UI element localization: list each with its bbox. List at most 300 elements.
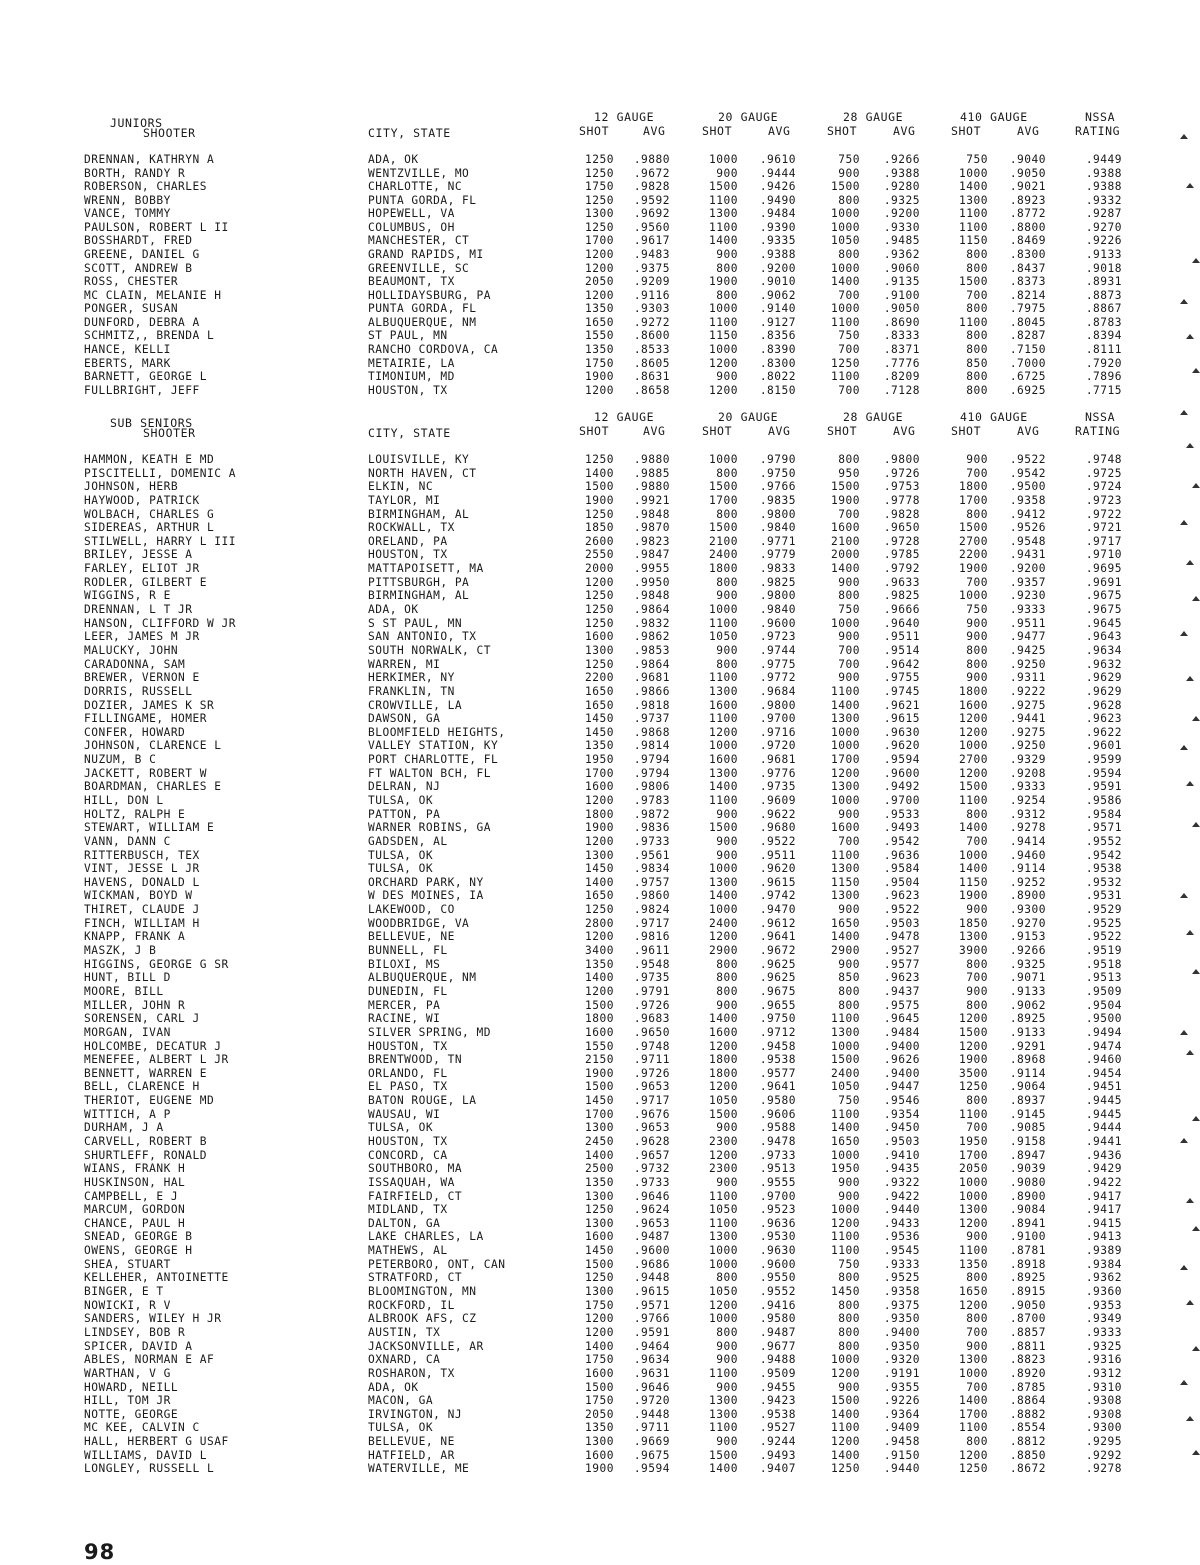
nssa-rating: .9691 <box>1085 575 1122 589</box>
shot-410-gauge: 1900 <box>959 1053 988 1067</box>
shot-28-gauge: 900 <box>838 1189 860 1203</box>
city-state: ROSHARON, TX <box>368 1366 455 1380</box>
avg-12-gauge: .9303 <box>633 302 670 316</box>
shot-28-gauge: 1700 <box>831 753 860 767</box>
shot-410-gauge: 800 <box>966 302 988 316</box>
avg-28-gauge: .9640 <box>883 616 920 630</box>
avg-20-gauge: .9426 <box>759 180 796 194</box>
shot-28-gauge: 1050 <box>831 234 860 248</box>
shot-12-gauge: 1250 <box>585 903 614 917</box>
shooter-name: HUNT, BILL D <box>84 971 171 985</box>
shot-28-gauge: 1400 <box>831 698 860 712</box>
avg-410-gauge: .8700 <box>1009 1312 1046 1326</box>
table-row <box>0 1421 1200 1435</box>
avg-20-gauge: .9636 <box>759 1216 796 1230</box>
avg-410-gauge: .9114 <box>1009 1066 1046 1080</box>
shot-12-gauge: 1500 <box>585 1380 614 1394</box>
avg-410-gauge: .9300 <box>1009 903 1046 917</box>
avg-410-gauge: .8925 <box>1009 1012 1046 1026</box>
avg-20-gauge: .9733 <box>759 1148 796 1162</box>
avg-28-gauge: .9623 <box>883 971 920 985</box>
table-row <box>0 1067 1200 1081</box>
city-state: MATHEWS, AL <box>368 1244 448 1258</box>
shot-410-gauge: 1500 <box>959 1025 988 1039</box>
nssa-rating: .9723 <box>1085 493 1122 507</box>
shot-28-gauge: 1400 <box>831 562 860 576</box>
shot-410-gauge: 900 <box>966 671 988 685</box>
avg-20-gauge: .9552 <box>759 1285 796 1299</box>
city-state: COLUMBUS, OH <box>368 220 455 234</box>
scan-speck <box>1192 969 1200 974</box>
avg-12-gauge: .9848 <box>633 507 670 521</box>
nssa-rating: .9748 <box>1085 453 1122 466</box>
avg-28-gauge: .9330 <box>883 220 920 234</box>
avg-20-gauge: .9750 <box>759 466 796 480</box>
table-row <box>0 1121 1200 1135</box>
avg-12-gauge: .9853 <box>633 643 670 657</box>
table-row <box>0 316 1200 330</box>
city-state: BRENTWOOD, TN <box>368 1053 463 1067</box>
city-state: MIDLAND, TX <box>368 1203 448 1217</box>
table-row <box>0 999 1200 1013</box>
table-row <box>0 603 1200 617</box>
avg-28-gauge: .9825 <box>883 589 920 603</box>
shot-12-gauge: 1400 <box>585 1148 614 1162</box>
avg-20-gauge: .9680 <box>759 821 796 835</box>
shot-12-gauge: 2550 <box>585 548 614 562</box>
shot-20-gauge: 800 <box>716 971 738 985</box>
shot-12-gauge: 1300 <box>585 848 614 862</box>
shot-28-gauge: 1050 <box>831 1080 860 1094</box>
avg-410-gauge: .8923 <box>1009 193 1046 207</box>
shot-28-gauge: 1300 <box>831 889 860 903</box>
nssa-rating: .9316 <box>1085 1353 1122 1367</box>
avg-12-gauge: .9681 <box>633 671 670 685</box>
table-row <box>0 1299 1200 1313</box>
avg-410-gauge: .8941 <box>1009 1216 1046 1230</box>
shot-410-gauge: 800 <box>966 370 988 384</box>
city-state: HERKIMER, NY <box>368 671 455 685</box>
shot-12-gauge: 1200 <box>585 288 614 302</box>
avg-20-gauge: .9140 <box>759 302 796 316</box>
shot-410-gauge: 1200 <box>959 1448 988 1462</box>
header-shot-12: SHOT <box>579 424 610 438</box>
avg-12-gauge: .9868 <box>633 725 670 739</box>
shot-410-gauge: 1100 <box>959 1244 988 1258</box>
avg-28-gauge: .8333 <box>883 329 920 343</box>
shot-410-gauge: 1900 <box>959 889 988 903</box>
shooter-name: WILLIAMS, DAVID L <box>84 1448 208 1462</box>
avg-28-gauge: .9800 <box>883 453 920 466</box>
shot-410-gauge: 1200 <box>959 1216 988 1230</box>
avg-410-gauge: .9329 <box>1009 753 1046 767</box>
shooter-name: CARADONNA, SAM <box>84 657 186 671</box>
shot-28-gauge: 1100 <box>831 1012 860 1026</box>
avg-410-gauge: .9158 <box>1009 1135 1046 1148</box>
shot-12-gauge: 1850 <box>585 521 614 535</box>
shot-28-gauge: 1100 <box>831 315 860 329</box>
shot-410-gauge: 1200 <box>959 712 988 726</box>
avg-410-gauge: .9266 <box>1009 944 1046 958</box>
avg-20-gauge: .9712 <box>759 1025 796 1039</box>
city-state: CROWVILLE, LA <box>368 698 463 712</box>
shot-20-gauge: 1200 <box>709 930 738 944</box>
city-state: HOUSTON, TX <box>368 1039 448 1053</box>
scan-speck <box>1192 716 1200 721</box>
avg-12-gauge: .9672 <box>633 166 670 180</box>
avg-28-gauge: .9362 <box>883 247 920 261</box>
nssa-rating: .9504 <box>1085 998 1122 1012</box>
shot-20-gauge: 1100 <box>709 712 738 726</box>
city-state: TULSA, OK <box>368 1421 434 1435</box>
shooter-name: MARCUM, GORDON <box>84 1203 186 1217</box>
shot-12-gauge: 1400 <box>585 1339 614 1353</box>
avg-410-gauge: .9542 <box>1009 466 1046 480</box>
city-state: BUNNELL, FL <box>368 944 448 958</box>
avg-410-gauge: .8918 <box>1009 1257 1046 1271</box>
table-row <box>0 1381 1200 1395</box>
shot-28-gauge: 1000 <box>831 616 860 630</box>
nssa-rating: .9295 <box>1085 1435 1122 1449</box>
avg-410-gauge: .9358 <box>1009 493 1046 507</box>
avg-20-gauge: .9800 <box>759 589 796 603</box>
shot-20-gauge: 1300 <box>709 875 738 889</box>
city-state: ADA, OK <box>368 603 419 617</box>
avg-28-gauge: .9633 <box>883 575 920 589</box>
shot-28-gauge: 900 <box>838 807 860 821</box>
avg-12-gauge: .9615 <box>633 1285 670 1299</box>
avg-410-gauge: .8900 <box>1009 889 1046 903</box>
shot-28-gauge: 1900 <box>831 493 860 507</box>
city-state: FT WALTON BCH, FL <box>368 766 492 780</box>
avg-12-gauge: .9448 <box>633 1271 670 1285</box>
shot-20-gauge: 900 <box>716 1353 738 1367</box>
scan-speck <box>1192 1116 1200 1121</box>
shot-28-gauge: 1500 <box>831 480 860 494</box>
avg-12-gauge: .9783 <box>633 794 670 807</box>
avg-12-gauge: .9464 <box>633 1339 670 1353</box>
shot-410-gauge: 1950 <box>959 1135 988 1148</box>
shot-20-gauge: 1100 <box>709 1421 738 1435</box>
shot-20-gauge: 1300 <box>709 684 738 698</box>
avg-20-gauge: .9625 <box>759 957 796 971</box>
shooter-name: WRENN, BOBBY <box>84 193 171 207</box>
shot-28-gauge: 1200 <box>831 1216 860 1230</box>
shot-28-gauge: 1950 <box>831 1162 860 1176</box>
avg-410-gauge: .9114 <box>1009 862 1046 876</box>
city-state: VALLEY STATION, KY <box>368 739 499 753</box>
shot-12-gauge: 1700 <box>585 234 614 248</box>
avg-410-gauge: .9357 <box>1009 575 1046 589</box>
shot-20-gauge: 1000 <box>709 739 738 753</box>
city-state: MACON, GA <box>368 1394 434 1408</box>
avg-12-gauge: .9864 <box>633 657 670 671</box>
shot-410-gauge: 800 <box>966 998 988 1012</box>
avg-28-gauge: .9388 <box>883 166 920 180</box>
shot-28-gauge: 2100 <box>831 534 860 548</box>
city-state: GRAND RAPIDS, MI <box>368 247 484 261</box>
avg-28-gauge: .9135 <box>883 275 920 289</box>
header-410-gauge: 410 GAUGE <box>960 110 1028 124</box>
shot-410-gauge: 2200 <box>959 548 988 562</box>
shot-28-gauge: 1400 <box>831 930 860 944</box>
shot-20-gauge: 900 <box>716 1121 738 1135</box>
avg-12-gauge: .9209 <box>633 275 670 289</box>
shot-12-gauge: 1400 <box>585 971 614 985</box>
shot-28-gauge: 900 <box>838 630 860 644</box>
header-shot-28: SHOT <box>827 424 858 438</box>
nssa-rating: .9278 <box>1085 1462 1122 1476</box>
avg-28-gauge: .9493 <box>883 821 920 835</box>
shot-20-gauge: 900 <box>716 370 738 384</box>
nssa-rating: .9333 <box>1085 1325 1122 1339</box>
shooter-name: PISCITELLI, DOMENIC A <box>84 466 236 480</box>
table-row <box>0 726 1200 740</box>
scan-speck <box>1186 560 1194 565</box>
shot-20-gauge: 1700 <box>709 493 738 507</box>
shot-20-gauge: 800 <box>716 261 738 275</box>
shot-12-gauge: 1200 <box>585 575 614 589</box>
avg-28-gauge: .9778 <box>883 493 920 507</box>
shot-410-gauge: 1350 <box>959 1257 988 1271</box>
shot-410-gauge: 800 <box>966 643 988 657</box>
avg-20-gauge: .9742 <box>759 889 796 903</box>
avg-410-gauge: .8811 <box>1009 1339 1046 1353</box>
shot-12-gauge: 1350 <box>585 342 614 356</box>
shot-28-gauge: 700 <box>838 657 860 671</box>
shot-12-gauge: 1200 <box>585 247 614 261</box>
avg-12-gauge: .9653 <box>633 1216 670 1230</box>
avg-20-gauge: .9641 <box>759 1080 796 1094</box>
avg-28-gauge: .9410 <box>883 1148 920 1162</box>
scan-speck <box>1180 1030 1188 1035</box>
city-state: RACINE, WI <box>368 1012 441 1026</box>
shot-20-gauge: 800 <box>716 957 738 971</box>
shot-410-gauge: 1300 <box>959 193 988 207</box>
city-state: ORELAND, PA <box>368 534 448 548</box>
avg-20-gauge: .9766 <box>759 480 796 494</box>
shot-12-gauge: 1250 <box>585 1203 614 1217</box>
table-row <box>0 1053 1200 1067</box>
shot-12-gauge: 1500 <box>585 480 614 494</box>
city-state: ORLANDO, FL <box>368 1066 448 1080</box>
nssa-rating: .9725 <box>1085 466 1122 480</box>
scan-speck <box>1180 520 1188 525</box>
shot-12-gauge: 1600 <box>585 1448 614 1462</box>
table-row <box>0 480 1200 494</box>
avg-20-gauge: .9509 <box>759 1366 796 1380</box>
shot-28-gauge: 1500 <box>831 1053 860 1067</box>
avg-410-gauge: .9548 <box>1009 534 1046 548</box>
shot-410-gauge: 1400 <box>959 180 988 194</box>
shooter-name: FINCH, WILLIAM H <box>84 916 200 930</box>
shot-410-gauge: 1500 <box>959 780 988 794</box>
nssa-rating: .9474 <box>1085 1039 1122 1053</box>
table-row <box>0 821 1200 835</box>
avg-28-gauge: .9753 <box>883 480 920 494</box>
nssa-rating: .9584 <box>1085 807 1122 821</box>
avg-12-gauge: .9483 <box>633 247 670 261</box>
city-state: WARREN, MI <box>368 657 441 671</box>
shooter-name: DRENNAN, L T JR <box>84 603 193 617</box>
header-rating: RATING <box>1075 424 1121 438</box>
city-state: HOLLIDAYSBURG, PA <box>368 288 492 302</box>
avg-410-gauge: .9208 <box>1009 766 1046 780</box>
table-row <box>0 1203 1200 1217</box>
shot-12-gauge: 1600 <box>585 1366 614 1380</box>
avg-12-gauge: .8631 <box>633 370 670 384</box>
city-state: BIRMINGHAM, AL <box>368 589 470 603</box>
city-state: RANCHO CORDOVA, CA <box>368 342 499 356</box>
avg-28-gauge: .9525 <box>883 1271 920 1285</box>
shooter-name: HAMMON, KEATH E MD <box>84 453 215 466</box>
shot-12-gauge: 1650 <box>585 698 614 712</box>
shot-20-gauge: 2300 <box>709 1135 738 1148</box>
shot-12-gauge: 1600 <box>585 1230 614 1244</box>
avg-410-gauge: .7000 <box>1009 356 1046 370</box>
avg-410-gauge: .9071 <box>1009 971 1046 985</box>
nssa-rating: .9721 <box>1085 521 1122 535</box>
avg-20-gauge: .9600 <box>759 1257 796 1271</box>
shot-20-gauge: 1500 <box>709 821 738 835</box>
shot-28-gauge: 800 <box>838 1312 860 1326</box>
scan-speck <box>1180 1265 1188 1270</box>
avg-28-gauge: .9440 <box>883 1203 920 1217</box>
avg-410-gauge: .7150 <box>1009 342 1046 356</box>
avg-20-gauge: .9062 <box>759 288 796 302</box>
avg-20-gauge: .9779 <box>759 548 796 562</box>
city-state: GADSDEN, AL <box>368 834 448 848</box>
shot-28-gauge: 1100 <box>831 684 860 698</box>
city-state: LAKE CHARLES, LA <box>368 1230 484 1244</box>
shot-20-gauge: 1000 <box>709 453 738 466</box>
nssa-rating: .9018 <box>1085 261 1122 275</box>
shot-410-gauge: 1200 <box>959 1298 988 1312</box>
avg-28-gauge: .9503 <box>883 916 920 930</box>
shot-410-gauge: 1100 <box>959 207 988 221</box>
avg-410-gauge: .8781 <box>1009 1244 1046 1258</box>
shot-12-gauge: 2800 <box>585 916 614 930</box>
avg-28-gauge: .9485 <box>883 234 920 248</box>
shot-20-gauge: 2400 <box>709 916 738 930</box>
nssa-rating: .9417 <box>1085 1203 1122 1217</box>
shot-28-gauge: 1000 <box>831 302 860 316</box>
shot-20-gauge: 1400 <box>709 1012 738 1026</box>
shot-20-gauge: 1000 <box>709 1312 738 1326</box>
scan-speck <box>1186 334 1194 339</box>
avg-12-gauge: .9600 <box>633 1244 670 1258</box>
shot-12-gauge: 1200 <box>585 930 614 944</box>
shot-28-gauge: 800 <box>838 193 860 207</box>
avg-410-gauge: .8900 <box>1009 1189 1046 1203</box>
avg-410-gauge: .8915 <box>1009 1285 1046 1299</box>
shot-20-gauge: 1050 <box>709 630 738 644</box>
avg-20-gauge: .9716 <box>759 725 796 739</box>
scan-speck <box>1186 781 1194 786</box>
shooter-name: JOHNSON, CLARENCE L <box>84 739 222 753</box>
nssa-rating: .7896 <box>1085 370 1122 384</box>
city-state: BELLEVUE, NE <box>368 930 455 944</box>
avg-20-gauge: .9555 <box>759 1175 796 1189</box>
table-row <box>0 1094 1200 1108</box>
header-410-gauge: 410 GAUGE <box>960 410 1028 424</box>
nssa-rating: .7920 <box>1085 356 1122 370</box>
avg-20-gauge: .9511 <box>759 848 796 862</box>
nssa-rating: .9494 <box>1085 1025 1122 1039</box>
nssa-rating: .9509 <box>1085 984 1122 998</box>
city-state: ALBUQUERQUE, NM <box>368 315 477 329</box>
shooter-name: MILLER, JOHN R <box>84 998 186 1012</box>
shot-410-gauge: 1700 <box>959 493 988 507</box>
avg-28-gauge: .9542 <box>883 834 920 848</box>
shot-12-gauge: 2600 <box>585 534 614 548</box>
avg-28-gauge: .9575 <box>883 998 920 1012</box>
shot-12-gauge: 2500 <box>585 1162 614 1176</box>
shot-410-gauge: 900 <box>966 984 988 998</box>
shot-20-gauge: 1400 <box>709 234 738 248</box>
avg-12-gauge: .9834 <box>633 862 670 876</box>
nssa-rating: .9529 <box>1085 903 1122 917</box>
table-row <box>0 739 1200 753</box>
shot-20-gauge: 1200 <box>709 1148 738 1162</box>
avg-410-gauge: .9133 <box>1009 1025 1046 1039</box>
shooter-name: LINDSEY, BOB R <box>84 1325 186 1339</box>
avg-410-gauge: .8373 <box>1009 275 1046 289</box>
city-state: PUNTA GORDA, FL <box>368 193 477 207</box>
city-state: EL PASO, TX <box>368 1080 448 1094</box>
shot-410-gauge: 750 <box>966 153 988 166</box>
scan-speck <box>1192 1346 1200 1351</box>
shot-410-gauge: 1200 <box>959 1012 988 1026</box>
shot-28-gauge: 1650 <box>831 1135 860 1148</box>
shot-410-gauge: 1600 <box>959 698 988 712</box>
nssa-rating: .9632 <box>1085 657 1122 671</box>
shot-12-gauge: 1300 <box>585 1285 614 1299</box>
header-20-gauge: 20 GAUGE <box>718 110 779 124</box>
shooter-name: HOLTZ, RALPH E <box>84 807 186 821</box>
nssa-rating: .8394 <box>1085 329 1122 343</box>
avg-12-gauge: .9832 <box>633 616 670 630</box>
shot-12-gauge: 1700 <box>585 766 614 780</box>
city-state: HOUSTON, TX <box>368 383 448 397</box>
avg-410-gauge: .9526 <box>1009 521 1046 535</box>
shot-28-gauge: 1650 <box>831 916 860 930</box>
shot-20-gauge: 1200 <box>709 725 738 739</box>
avg-12-gauge: .9828 <box>633 180 670 194</box>
shot-20-gauge: 1200 <box>709 356 738 370</box>
nssa-rating: .9601 <box>1085 739 1122 753</box>
shot-410-gauge: 900 <box>966 630 988 644</box>
scan-speck <box>1180 745 1188 750</box>
avg-410-gauge: .8800 <box>1009 220 1046 234</box>
city-state: MERCER, PA <box>368 998 441 1012</box>
header-shooter: SHOOTER <box>143 426 196 440</box>
shot-28-gauge: 1000 <box>831 794 860 807</box>
shot-410-gauge: 1200 <box>959 725 988 739</box>
avg-12-gauge: .9862 <box>633 630 670 644</box>
shot-28-gauge: 700 <box>838 288 860 302</box>
avg-12-gauge: .9611 <box>633 944 670 958</box>
table-row <box>0 343 1200 357</box>
table-row <box>0 234 1200 248</box>
shooter-name: SNEAD, GEORGE B <box>84 1230 193 1244</box>
shot-12-gauge: 1200 <box>585 794 614 807</box>
avg-410-gauge: .9040 <box>1009 153 1046 166</box>
avg-12-gauge: .9116 <box>633 288 670 302</box>
shot-20-gauge: 1900 <box>709 275 738 289</box>
header-rating: RATING <box>1075 124 1121 138</box>
shot-410-gauge: 700 <box>966 1380 988 1394</box>
